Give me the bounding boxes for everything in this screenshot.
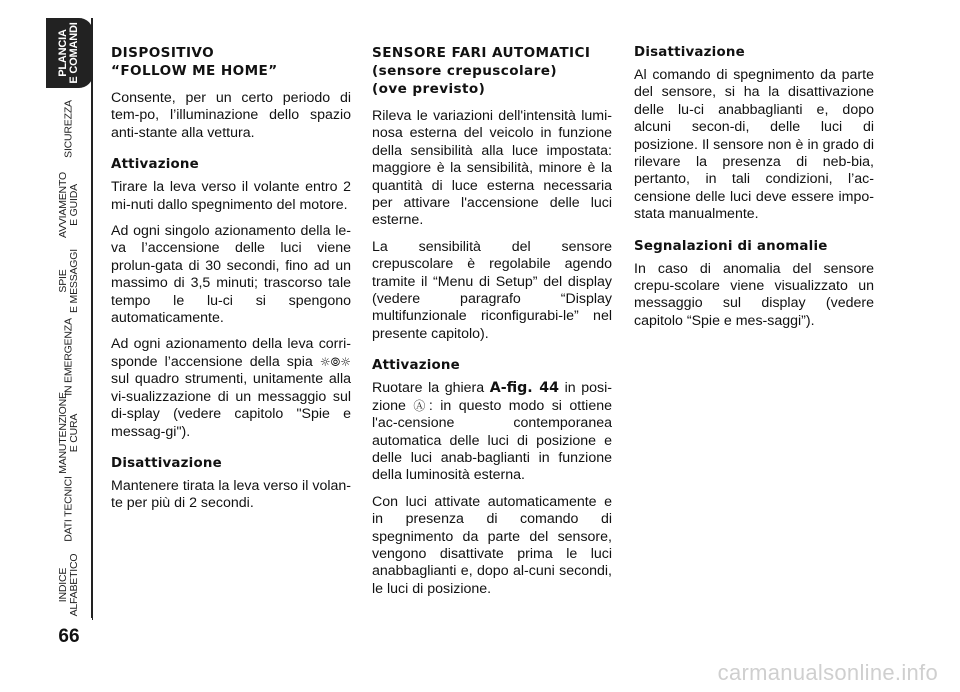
tab-avviamento-e-guida[interactable]	[46, 170, 93, 240]
tab-label: IN EMERGENZA	[62, 318, 75, 396]
title-line: DISPOSITIVO	[111, 45, 215, 61]
tab-dati-tecnici[interactable]	[46, 474, 93, 544]
title-line: “FOLLOW ME HOME”	[111, 63, 278, 79]
title-line: (sensore crepuscolare)	[372, 63, 557, 79]
tab-indice-alfabetico[interactable]	[46, 550, 93, 620]
subheading-attivazione: Attivazione	[372, 358, 460, 374]
paragraph: Rileva le variazioni dell'intensità lumi-nosa esterna del veicolo in funzione della sensibilità alla luce impostata: maggiore è la sensibilità, minore è la quantità di luce esterna necessaria per attivare l'accensione delle luci esterne.	[372, 108, 612, 229]
watermark: carmanualsonline.info	[717, 660, 938, 685]
column-sensore-fari	[372, 44, 612, 607]
tab-label: AVVIAMENTO E GUIDA	[57, 172, 80, 238]
tab-label: SPIE E MESSAGGI	[57, 249, 80, 313]
section-index	[46, 18, 92, 618]
follow-me-home-icon: ☼⦾☼	[319, 354, 351, 369]
figure-reference: A-fig. 44	[489, 380, 559, 397]
paragraph: Mantenere tirata la leva verso il volan-te per più di 2 secondi.	[111, 477, 351, 512]
section-title-sensore-fari	[372, 44, 612, 98]
section-title-follow-me-home	[111, 44, 351, 80]
text-run: sul quadro strumenti, unitamente alla vi-sualizzazione di un messaggio sul di-splay (vedere capitolo "Spie e messag-gi").	[111, 371, 351, 440]
tab-in-emergenza[interactable]	[46, 318, 93, 396]
column-disattivazione	[634, 44, 874, 339]
paragraph: Ad ogni singolo azionamento della le-va l’accensione delle luci viene prolun-gata di 30 secondi, fino ad un massimo di 3,5 minuti; trascorso tale tempo le lu-ci si spengono automaticamente.	[111, 223, 351, 327]
subheading-disattivazione: Disattivazione	[111, 455, 222, 471]
subheading-disattivazione: Disattivazione	[634, 45, 745, 60]
paragraph: Al comando di spegnimento da parte del sensore, si ha la disattivazione delle lu-ci anabbaglianti e, dopo alcuni secon-di, delle luci di posizione. Il sensore non è in grado di rilevare la presenza di neb-bia, pertanto, in tali condizioni, l’ac-censione delle luci deve essere impo-stata manualmente.	[634, 67, 874, 223]
subheading-segnalazioni-anomalie: Segnalazioni di anomalie	[634, 238, 828, 254]
tab-label: DATI TECNICI	[62, 476, 75, 542]
paragraph	[372, 380, 612, 484]
tab-label: MANUTENZIONE E CURA	[57, 392, 80, 474]
tab-label: SICUREZZA	[62, 100, 75, 158]
tab-plancia-e-comandi[interactable]	[46, 18, 93, 88]
text-run: in posi-zione	[372, 380, 612, 414]
tab-sicurezza[interactable]	[46, 94, 93, 164]
tab-label: PLANCIA E COMANDI	[57, 22, 80, 84]
tab-label: INDICE ALFABETICO	[57, 553, 80, 617]
page-number: 66	[58, 626, 80, 647]
paragraph: In caso di anomalia del sensore crepu-scolare viene visualizzato un messaggio sul display (vedere capitolo “Spie e mes-saggi”).	[634, 260, 874, 329]
paragraph: Con luci attivate automaticamente e in presenza di comando di spegnimento da parte del sensore, vengono disattivate prima le luci anabbaglianti e, dopo al-cuni secondi, le luci di posizione.	[372, 493, 612, 597]
paragraph: Consente, per un certo periodo di tem-po, l’illuminazione dello spazio anti-stante alla vettura.	[111, 90, 351, 141]
paragraph: Tirare la leva verso il volante entro 2 mi-nuti dallo spegnimento del motore.	[111, 179, 351, 213]
text-run: : in questo modo si ottiene l'ac-censione contemporanea automatica delle luci di posizione e delle luci anab-baglianti in funzione della luminosità esterna.	[372, 397, 612, 484]
column-follow-me-home	[111, 44, 351, 522]
title-line: SENSORE FARI AUTOMATICI	[372, 45, 591, 61]
text-run: Ad ogni azionamento della leva corri-sponde l’accensione della spia	[111, 336, 351, 370]
tab-spie-e-messaggi[interactable]	[46, 246, 93, 316]
paragraph: La sensibilità del sensore crepuscolare è regolabile agendo tramite il “Menu di Setup” del display (vedere paragrafo “Display multifunzionale riconfigurabi-le” nel presente capitolo).	[372, 238, 612, 342]
paragraph	[111, 336, 351, 440]
subheading-attivazione: Attivazione	[111, 157, 199, 173]
text-run: Ruotare la ghiera	[372, 380, 490, 397]
title-line: (ove previsto)	[372, 81, 486, 97]
tab-manutenzione-e-cura[interactable]	[46, 392, 93, 474]
auto-lights-icon: Ⓐ	[413, 398, 429, 413]
